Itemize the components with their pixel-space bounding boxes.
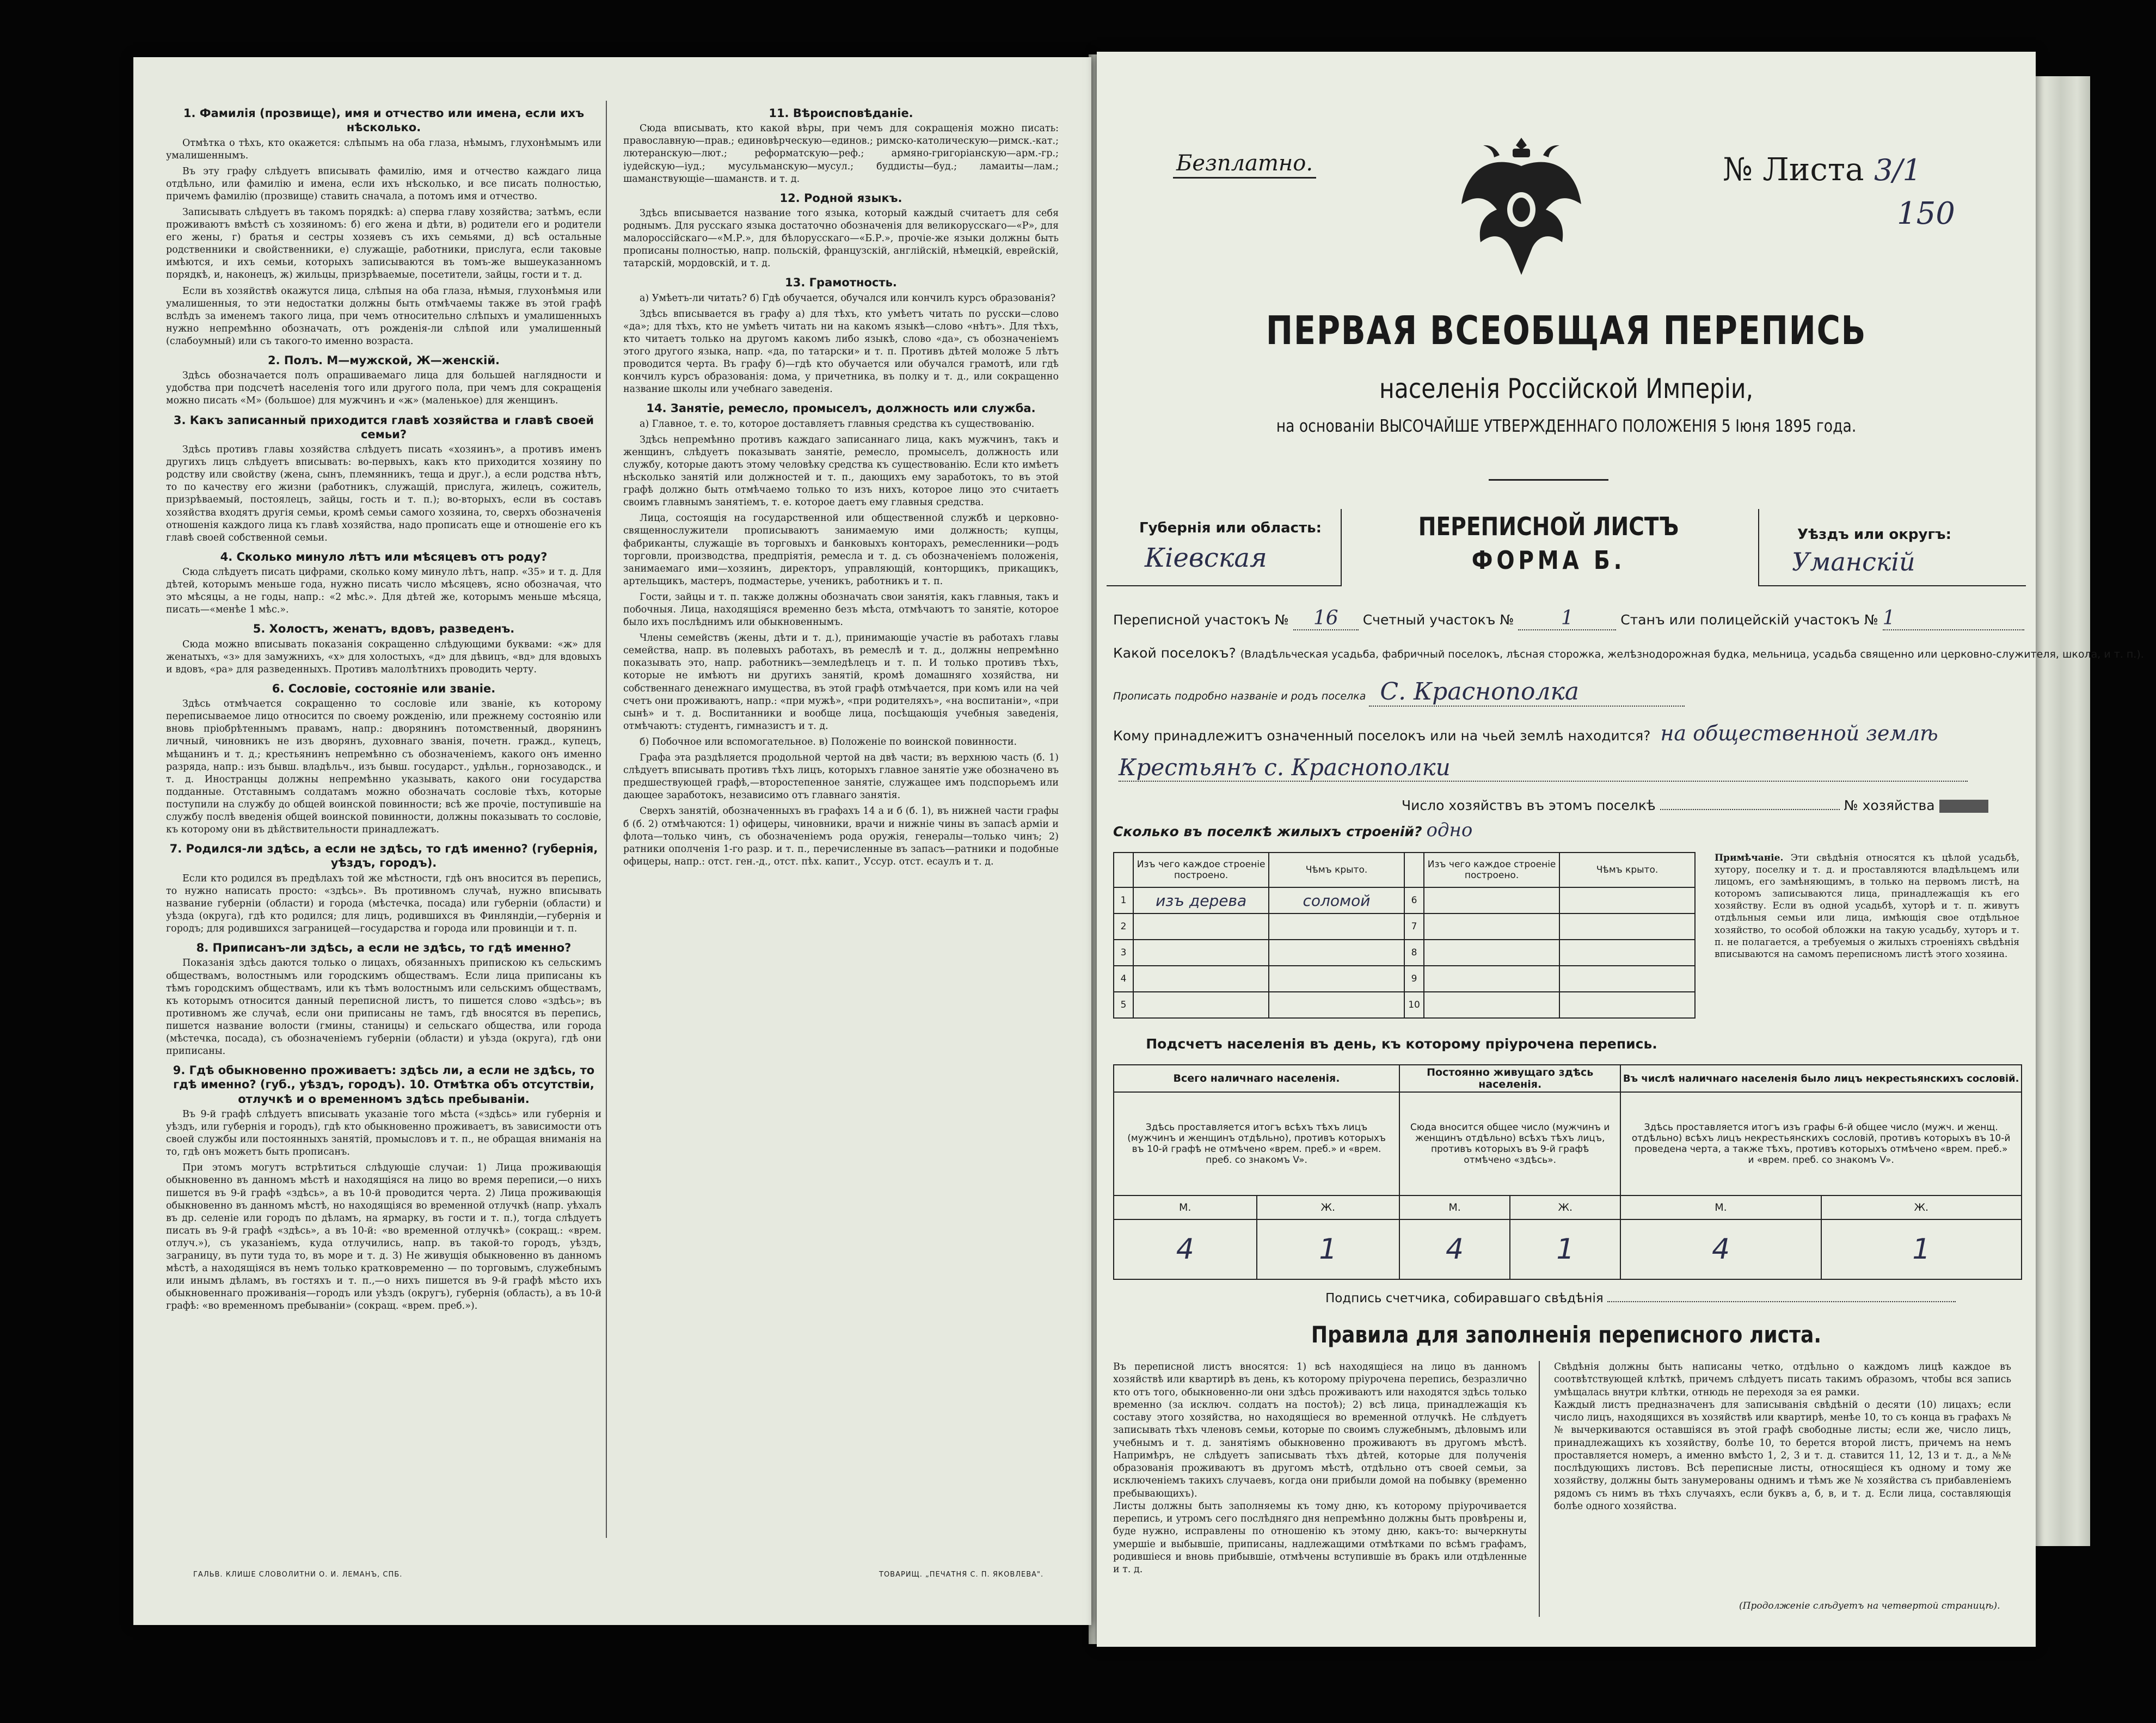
census-subtitle: населенія Россійской Имперіи, xyxy=(1379,373,1753,404)
female-header: Ж. xyxy=(1257,1195,1400,1219)
province-label: Губернія или область: xyxy=(1139,520,1322,536)
section-heading: 3. Какъ записанный приходится главѣ хозяйства и главѣ своей семьи? xyxy=(173,413,594,441)
count-area-label: Счетный участокъ № xyxy=(1362,612,1514,628)
male-header: М. xyxy=(1399,1195,1510,1219)
household-number-redacted xyxy=(1939,800,1988,813)
column-divider xyxy=(606,101,607,1538)
section-paragraph: Въ 9-й графѣ слѣдуетъ вписывать указаніе того мѣста («здѣсь» или губернія и уѣздъ, или губернія и городъ), гдѣ кто обыкновенно проживаетъ, въ зависимости отъ своей службы или постоянныхъ занятій, промысловъ и т. п., не обращая вниманія на то, гдѣ онъ можетъ быть прописанъ. xyxy=(166,1108,601,1158)
section-paragraph: Сюда вписывать, кто какой вѣры, при чемъ для сокращенія можно писать: православную—прав.; единовѣрческую—единов.; римско-католическую—римск.-кат.; лютеранскую—лют.; реформатскую—реф.; армяно-григоріанскую—арм.-гр.; іудейскую—іуд.; мусульманскую—мусул.; буддисты—буд.; ламаиты—лам.; шаманствующіе—шаманств. и т. д. xyxy=(623,123,1059,185)
population-table xyxy=(1113,1064,2022,1280)
table-row xyxy=(1114,992,1695,1018)
settlement-value: С. Краснополка xyxy=(1369,678,1685,707)
section-paragraph: а) Умѣетъ-ли читать? б) Гдѣ обучается, обучался или кончилъ курсъ образованія? xyxy=(640,292,1056,304)
section-paragraph: а) Главное, т. е. то, которое доставляетъ главныя средства къ существованію. xyxy=(640,418,1035,430)
section-paragraph: Здѣсь противъ главы хозяйства слѣдуетъ писать «хозяинъ», а противъ именъ другихъ лицъ слѣдуетъ вписывать: во-первыхъ, какъ кто приходится хозяину по родству или свойству (жена, сынъ, племянникъ, теща и друг.), а если родства нѣтъ, то по качеству его жизни (работникъ, служащій, прислуга, жилецъ, сожитель, призрѣваемый, постоялецъ, зайцы, гость и т. п.); во-вторыхъ, если въ составъ хозяйства входятъ другія семьи, кромѣ семьи самого хозяина, то, сверхъ обозначенія отношенія каждого лица къ главѣ хозяйства, надо прописать еще и отношеніе его къ главѣ своей собственной семьи. xyxy=(166,444,601,543)
printer-credit-left: ГАЛЬВ. КЛИШЕ СЛОВОЛИТНИ О. И. ЛЕМАНЪ, СПБ. xyxy=(193,1571,403,1579)
owner-row xyxy=(1113,721,1938,745)
row-number: 10 xyxy=(1404,992,1424,1018)
section-paragraph: Отмѣтка о тѣхъ, кто окажется: слѣпымъ на оба глаза, нѣмымъ, глухонѣмымъ или умалишеннымъ. xyxy=(166,137,601,161)
row-number: 2 xyxy=(1114,913,1133,940)
settlement-value-row xyxy=(1113,678,1685,707)
build-col-material-2: Изъ чего каждое строеніе построено. xyxy=(1424,853,1559,887)
area-numbers-row xyxy=(1113,607,2024,630)
district-box xyxy=(1758,509,2026,586)
census-area-label: Переписной участокъ № xyxy=(1113,612,1289,628)
section-paragraph: б) Побочное или вспомогательное. в) Положеніе по воинской повинности. xyxy=(640,736,1017,747)
district-value: Уманскій xyxy=(1792,547,1915,577)
buildings-row xyxy=(1113,819,1472,841)
build-col-roof-2: Чѣмъ крыто. xyxy=(1559,853,1695,887)
rules-title: Правила для заполненія переписного листа. xyxy=(1311,1321,1822,1348)
table-row xyxy=(1114,940,1695,966)
permanent-female-count: 1 xyxy=(1510,1219,1620,1279)
section-paragraph: Здѣсь отмѣчается сокращенно то сословіе или званіе, къ которому переписываемое лицо относится по своему рожденію, или прежнему состоянію или вновь пріобрѣтеннымъ правамъ, напр.: дворянинъ потомственный, дворянинъ личный, чиновникъ не изъ дворянъ, духовнаго званія, почетн. гражд., купецъ, мѣщанинъ и т. д.; крестьянинъ непремѣнно съ обозначеніемъ, какого онъ именно разряда, напр.: изъ бывш. владѣльч., изъ бывш. государст., удѣльн., горнозаводск., и т. д. Иностранцы должны непремѣнно указывать, какого они государства подданные. Отставнымъ солдатамъ можно обозначать сословіе тѣхъ, которые поступили на службу до общей воинской повинности; всѣ же прочіе, поступившіе на службу послѣ введенія общей воинской повинности, должны показывать то сословіе, къ которому они въ дѣйствительности принадлежатъ. xyxy=(166,698,601,836)
province-box xyxy=(1107,509,1342,586)
signature-label: Подпись счетчика, собиравшаго свѣдѣнія xyxy=(1325,1291,1604,1305)
section-paragraph: Здѣсь вписывается название того языка, который каждый считаетъ для себя роднымъ. Для русскаго языка достаточно обозначенія для великорусскаго—«Р», для малороссійскаго—«М.Р.», для бѣлорусскаго—«Б.Р.», прочіе-же языки должны быть прописаны полностью, напр. польскій, французскій, англійскій, нѣмецкій, еврейскій, татарскій, мордовскій, и т. д. xyxy=(623,207,1059,269)
census-area-value: 16 xyxy=(1293,607,1359,630)
rules-left-column: Въ переписной листъ вносятся: 1) всѣ находящіеся на лицо въ данномъ хозяйствѣ или квартирѣ въ день, къ которому пріурочена перепись, безразлично кто отъ того, обыкновенно-ли они здѣсь проживаютъ или находятся здѣсь только временно (за исключ. солдатъ на постоѣ); 2) всѣ лица, принадлежащія къ составу этого хозяйства, но находящіеся во временной отлучкѣ. Не слѣдуетъ записывать тѣхъ членовъ семьи, которые по своимъ служебнымъ, дѣловымъ или учебнымъ и т. д. занятіямъ обыкновенно проживаютъ въ другомъ мѣстѣ. Напримѣръ, не слѣдуетъ записывать тѣхъ дѣтей, которые для полученія образованія проживаютъ въ другомъ мѣстѣ, отдѣльно отъ своей семьи, за исключеніемъ такихъ случаевъ, когда они прибыли домой на побывку (временно пребывающихъ). Листы должны быть заполняемы къ тому дню, къ которому пріурочивается перепись, и утромъ сего послѣдняго дня непремѣнно должны быть провѣрены и, буде нужно, исправлены по отношенію къ этому дню, какъ-то: вычеркнуты умершіе и выбывшіе, приписаны, надлежащими отмѣтками по всѣмъ графамъ, родившіеся и вновь прибывшіе, отмѣчены вступившіе въ бракъ или отдѣленные и т. д. xyxy=(1113,1362,1527,1575)
form-title: ПЕРЕПИСНОЙ ЛИСТЪ xyxy=(1418,512,1679,541)
enumerator-signature-row xyxy=(1325,1290,1956,1305)
row-number: 4 xyxy=(1114,966,1133,992)
build-col-roof: Чѣмъ крыто. xyxy=(1269,853,1404,887)
sheet-number-handwritten-2: 150 xyxy=(1897,196,1955,231)
buildings-table xyxy=(1113,852,1696,1019)
section-heading: 9. Гдѣ обыкновенно проживаетъ: здѣсь ли, а если не здѣсь, то гдѣ именно? (губ., уѣздъ, городъ). 10. Отмѣтка объ отсутствіи, отлучкѣ и о временномъ здѣсь пребываніи. xyxy=(173,1064,595,1106)
district-label: Уѣздъ или округъ: xyxy=(1797,526,1951,543)
section-paragraph: Записывать слѣдуетъ въ такомъ порядкѣ: а) сперва главу хозяйства; затѣмъ, если проживаютъ вмѣстѣ съ хозяиномъ: б) его жена и дѣти, в) родители его и родители его жены, г) братья и сестры хозяевъ съ ихъ семьями, д) всѣ остальные родственники и свойственники, е) служащіе, работники, прислуга, если таковые имѣются, и ихъ семьи, которыхъ записываются въ томъ-же вышеуказанномъ порядкѣ, и, наконецъ, ж) жильцы, призрѣваемые, посетители, зайцы, гости и т. д. xyxy=(166,206,601,281)
instructions-column-2 xyxy=(623,101,1059,1543)
female-header: Ж. xyxy=(1510,1195,1620,1219)
section-heading: 1. Фамилія (прозвище), имя и отчество или имена, если ихъ нѣсколько. xyxy=(183,107,585,134)
section-heading: 5. Холостъ, женатъ, вдовъ, разведенъ. xyxy=(253,622,515,636)
present-male-count: 4 xyxy=(1114,1219,1257,1279)
section-paragraph: Сюда можно вписывать показанія сокращенно слѣдующими буквами: «ж» для женатыхъ, «з» для замужнихъ, «х» для холостыхъ, «д» для дѣвицъ, «вд» для вдовыхъ и вдовъ, «ра» для разведенныхъ. Противъ малолѣтнихъ проводить черту. xyxy=(166,639,601,675)
buildings-label: Сколько въ поселкѣ жилыхъ строеній? xyxy=(1113,824,1422,839)
imperial-eagle-emblem xyxy=(1456,133,1587,280)
pop-header-present: Всего наличнаго населенія. xyxy=(1114,1065,1399,1092)
male-header: М. xyxy=(1114,1195,1257,1219)
households-value xyxy=(1660,798,1840,810)
section-paragraph: Если кто родился въ предѣлахъ той же мѣстности, гдѣ онъ вносится въ перепись, то нужно написать просто: «здѣсь». Въ противномъ случаѣ, нужно вписывать название губерніи (области) и города (мѣстечка, посада) или губерніи (области) и уѣзда (округа), гдѣ кто родился; для лицъ, родившихся въ Финляндіи,—губернія и городъ; для родившихся заграницей—государства и города или провинціи и т. п. xyxy=(166,873,601,935)
title-rule xyxy=(1489,479,1608,481)
row-number: 3 xyxy=(1114,940,1133,966)
form-name: ФОРМА Б. xyxy=(1471,545,1626,575)
buildings-note xyxy=(1715,852,2019,960)
section-paragraph: Здѣсь непремѣнно противъ каждаго записаннаго лица, какъ мужчинъ, такъ и женщинъ, слѣдуетъ показывать занятіе, ремесло, промыселъ, должность или службу, которые даютъ этому человѣку средства къ существованію. Если кто имѣетъ нѣсколько занятій или должностей и т. п., дающихъ ему заработокъ, то въ этой графѣ должно быть отмѣчаемо только то изъ нихъ, которое лицо это считаетъ своимъ главнымъ занятіемъ, т. е. которое даетъ ему главныя средства. xyxy=(623,434,1059,508)
rules-continued-note: (Продолженіе слѣдуетъ на четвертой страницѣ). xyxy=(1739,1601,2000,1611)
table-row xyxy=(1114,966,1695,992)
non-peasant-male-count: 4 xyxy=(1620,1219,1821,1279)
present-female-count: 1 xyxy=(1257,1219,1400,1279)
household-number-label: № хозяйства xyxy=(1844,798,1935,813)
province-value: Кіевская xyxy=(1145,543,1267,573)
section-heading: 11. Вѣроисповѣданіе. xyxy=(769,107,913,120)
section-heading: 6. Сословіе, состояніе или званіе. xyxy=(272,682,496,695)
female-header: Ж. xyxy=(1821,1195,2022,1219)
table-row xyxy=(1114,887,1695,913)
rules-right-column: Свѣдѣнія должны быть написаны четко, отдѣльно о каждомъ лицѣ каждое въ соотвѣтствующей клѣткѣ, причемъ слѣдуетъ писать такимъ образомъ, чтобы вся запись умѣщалась внутри клѣтки, отнюдь не переходя за ея рамки. Каждый листъ предназначенъ для записыванія свѣдѣній о десяти (10) лицахъ; если число лицъ, находящихся въ хозяйствѣ или квартирѣ, менѣе 10, то съ конца въ графахъ №№ вычеркиваются оставшіяся въ этой графѣ свободные листы; если же, число лицъ, принадлежащихъ къ хозяйству, болѣе 10, то берется второй листъ, причемъ на немъ проставляется номеръ, а именно вмѣсто 1, 2, 3 и т. д. ставится 11, 12, 13 и т. д., а №№ послѣдующихъ листовъ. Всѣ переписные листы, относящіеся къ одному и тому же хозяйству, должны быть занумерованы однимъ и тѣмъ же № хозяйства съ прибавленіемъ рядомъ съ нимъ въ тѣхъ случаяхъ, если буквъ а, б, в, и т. д. Если лица, составляющія болѣе одного хозяйства. xyxy=(1554,1362,2011,1512)
section-paragraph: Если въ хозяйствѣ окажутся лица, слѣпыя на оба глаза, нѣмыя, глухонѣмыя или умалишенныя, то эти недостатки должны быть отмѣчаемы также въ этой графѣ вслѣдъ за именемъ такого лица, при чемъ относительно слѣпыхъ и умалишенныхъ нужно непремѣнно обозначать, отъ рожденія-ли слѣпой или умалишенный (слабоумный) или съ такого-то именно возраста. xyxy=(166,285,601,347)
pop-header-permanent: Постоянно живущаго здѣсь населенія. xyxy=(1399,1065,1620,1092)
pop-desc-permanent: Сюда вносится общее число (мужчинъ и женщинъ отдѣльно) всѣхъ тѣхъ лицъ, противъ которыхъ въ 9-й графѣ отмѣчено «здѣсь». xyxy=(1399,1092,1620,1195)
section-heading: 14. Занятіе, ремесло, промыселъ, должность или служба. xyxy=(646,402,1036,415)
male-header: М. xyxy=(1620,1195,1821,1219)
form-heading xyxy=(1353,512,1745,575)
owner-label: Кому принадлежитъ означенный поселокъ или на чьей землѣ находится? xyxy=(1113,728,1651,744)
build-col-material: Изъ чего каждое строеніе построено. xyxy=(1133,853,1269,887)
census-title: ПЕРВАЯ ВСЕОБЩАЯ ПЕРЕПИСЬ xyxy=(1266,308,1867,353)
section-paragraph: Сверхъ занятій, обозначенныхъ въ графахъ 14 а и б (б. 1), въ нижней части графы б (б. 2) отмѣчаются: 1) офицеры, чиновники, врачи и нижніе чины въ запасѣ арміи и флота—только чинъ, съ обозначеніемъ рода оружія, генералы—только чинъ; 2) ратники ополченія 1-го разр. и т. п., перечисленные въ запасъ—ратники и подобные офицеры, напр.: отст. ген.-д., отст. пѣх. капит., Уссур. отст. есаулъ и т. д. xyxy=(623,806,1059,867)
census-legal-basis: на основаніи ВЫСОЧАЙШЕ УТВЕРЖДЕННАГО ПОЛОЖЕНІЯ 5 Іюня 1895 года. xyxy=(1276,416,1857,436)
section-paragraph: Члены семействъ (жены, дѣти и т. д.), принимающіе участіе въ работахъ главы семейства, напр. въ полевыхъ работахъ, въ ремеслѣ и т. д., должны непремѣнно показывать это, напр. работникъ—земледѣлецъ и т. п. И только противъ тѣхъ, которые не имѣютъ ни другихъ занятій, кромѣ домашняго хозяйства, ни собственнаго денежнаго имущества, въ этой графѣ отмѣчается, при комъ или на чей счетъ они проживаютъ, напр.: «при мужѣ», «при родителяхъ», «на воспитаніи», «при сынѣ» и т. д. Воспитанники и вообще лица, посѣщающія учебныя заведенія, отмѣчаютъ: студентъ, гимназистъ и т. д. xyxy=(623,633,1059,732)
settlement-label: Какой поселокъ? xyxy=(1113,645,1236,661)
printer-credit-right: ТОВАРИЩ. „ПЕЧАТНЯ С. П. ЯКОВЛЕВА". xyxy=(879,1571,1044,1579)
section-heading: 8. Приписанъ-ли здѣсь, а если не здѣсь, то гдѣ именно? xyxy=(196,941,572,955)
left-page-instructions xyxy=(133,57,1091,1625)
table-row xyxy=(1114,913,1695,940)
section-heading: 13. Грамотность. xyxy=(785,276,897,290)
signature-line xyxy=(1607,1290,1956,1302)
settlement-label-row xyxy=(1113,645,2144,661)
row-number: 7 xyxy=(1404,913,1424,940)
row-number: 1 xyxy=(1114,887,1133,913)
section-paragraph: Здѣсь вписывается въ графу а) для тѣхъ, кто умѣетъ читать по русски—слово «да»; для тѣхъ, кто не умѣетъ читать ни на какомъ языкѣ—слово «нѣтъ». Для тѣхъ, кто читаетъ только на другомъ какомъ либо языкѣ, слово «да», съ обозначеніемъ этого другого языка, напр. «да, по татарски» и т. п. Противъ дѣтей моложе 5 лѣтъ проводится черта. Въ графу б)—гдѣ кто обучается или обучался грамотѣ, или гдѣ кончилъ курсъ образованія: дома, у причетника, въ полку и т. д., или сокращенно название школы или учебнаго заведенія. xyxy=(623,308,1059,395)
section-paragraph: Въ эту графу слѣдуетъ вписывать фамилію, имя и отчество каждаго лица отдѣльно, или фамилію и имена, если ихъ нѣсколько, и все писать полностью, причемъ фамилію (прозвище) ставить сначала, а потомъ имя и отчество. xyxy=(166,165,601,202)
build-material-1: изъ дерева xyxy=(1133,887,1269,913)
owner-value-2: Крестьянъ с. Краснополки xyxy=(1119,754,1968,782)
police-area-value: 1 xyxy=(1883,607,2024,630)
owner-value: на общественной землѣ xyxy=(1660,721,1938,745)
non-peasant-female-count: 1 xyxy=(1821,1219,2022,1279)
free-of-charge-label: Безплатно. xyxy=(1173,151,1316,179)
section-paragraph: Гости, зайцы и т. п. также должны обозначать свои занятія, какъ главныя, такъ и побочныя. Лица, находящіяся временно безъ мѣста, отмѣчаютъ то занятіе, которое было ихъ послѣднимъ или обыкновеннымъ. xyxy=(623,591,1059,628)
instructions-column-1 xyxy=(166,101,601,1543)
note-label: Примѣчаніе. xyxy=(1715,853,1784,863)
section-paragraph: При этомъ могутъ встрѣтиться слѣдующіе случаи: 1) Лица проживающія обыкновенно въ данномъ мѣстѣ и находящіяся на лицо во время переписи,—о нихъ пишется въ 9-й графѣ «здѣсь», а въ 10-й проводится черта. 2) Лица проживающія обыкновенно въ данномъ мѣстѣ, но находящіяся во временной отлучкѣ (напр. уѣхалъ въ др. селеніе или городъ по дѣламъ, на ярмарку, въ гости и т. п.), тогда слѣдуетъ писать въ 9-й графѣ «здѣсь», а въ 10-й: «во временной отлучкѣ» (сокращ.: «врем. отлуч.»), съ указаніемъ, куда отлучились, напр. въ такой-то городъ, уѣздъ, заграницу, въ пути тудa то, въ море и т. д. 3) Не живущія обыкновенно въ данномъ мѣстѣ, а находящіяся въ немъ только кратковременно — по торговымъ, служебнымъ или инымъ дѣламъ, въ гостяхъ и т. п.,—о нихъ пишется въ 9-й графѣ мѣсто ихъ обыкновеннаго проживанія—городъ или уѣздъ (округъ), губернія (область), а въ 10-й графѣ: «во временномъ пребываніи» (сокращ. «врем. преб.»). xyxy=(166,1162,601,1312)
population-count-title: Подсчетъ населенія въ день, къ которому пріурочена перепись. xyxy=(1146,1036,1657,1052)
pop-desc-present: Здѣсь проставляется итогъ всѣхъ тѣхъ лицъ (мужчинъ и женщинъ отдѣльно), противъ которыхъ въ 10-й графѣ не отмѣчено «врем. преб.» и «врем. преб. со знакомъ V». xyxy=(1114,1092,1399,1195)
section-paragraph: Здѣсь обозначается полъ опрашиваемаго лица для большей наглядности и удобства при подсчетѣ населенія того или другого пола, при чемъ для сокращенія можно писать «М» (большое) для мужчинъ и «ж» (маленькое) для женщинъ. xyxy=(166,370,601,407)
rules-divider xyxy=(1539,1361,1540,1617)
section-heading: 7. Родился-ли здѣсь, а если не здѣсь, то гдѣ именно? (губернія, уѣздъ, городъ). xyxy=(169,842,598,870)
sheet-number-label: № Листа xyxy=(1723,151,1864,188)
permanent-male-count: 4 xyxy=(1399,1219,1510,1279)
section-paragraph: Показанія здѣсь даются только о лицахъ, обязанныхъ припискою къ сельскимъ обществамъ, волостнымъ или городскимъ обществамъ. Если лица приписаны къ тѣмъ городскимъ обществамъ, или къ тѣмъ волостнымъ или сельскимъ обществамъ, къ которымъ относится данный переписной листъ, то пишется слово «здѣсь»; въ противномъ же случаѣ, если они приписаны не тамъ, гдѣ вносятся въ перепись, пишется название волости (гмины, станицы) и сельскаго общества, или города (мѣстечка, посада), съ обозначеніемъ губерніи (области) и уѣзда (округа), гдѣ они приписаны. xyxy=(166,958,601,1057)
row-number: 8 xyxy=(1404,940,1424,966)
section-heading: 2. Полъ. М—мужской, Ж—женскій. xyxy=(267,354,500,367)
section-paragraph: Графа эта раздѣляется продольной чертой на двѣ части; въ верхнюю часть (б. 1) слѣдуетъ вписывать противъ тѣхъ лицъ, которыхъ главное занятіе уже обозначено въ предшествующей графѣ,—второстепенное занятіе, служащее имъ подспорьемъ или дающее заработокъ, независимо отъ главнаго занятія. xyxy=(623,752,1059,801)
households-row xyxy=(1402,798,1988,813)
settlement-hint-2: Прописать подробно названіе и родъ поселка xyxy=(1113,690,1366,702)
households-label: Число хозяйствъ въ этомъ поселкѣ xyxy=(1402,798,1656,813)
row-number: 9 xyxy=(1404,966,1424,992)
pop-header-non-peasant: Въ числѣ наличнаго населенія было лицъ некрестьянскихъ сословій. xyxy=(1620,1065,2022,1092)
buildings-value: одно xyxy=(1426,819,1473,841)
section-heading: 12. Родной языкъ. xyxy=(779,191,902,205)
section-heading: 4. Сколько минуло лѣтъ или мѣсяцевъ отъ роду? xyxy=(220,550,548,563)
row-number: 6 xyxy=(1404,887,1424,913)
section-paragraph: Сюда слѣдуетъ писать цифрами, сколько кому минуло лѣтъ, напр. «35» и т. д. Для дѣтей, которымъ меньше года, нужно писать число мѣсяцевъ, ясно обозначая, что это мѣсяцы, а не годы, напр.: «2 мѣс.». Для дѣтей же, которымъ меньше мѣсяца, писать—«менѣе 1 мѣс.». xyxy=(166,567,601,616)
pop-desc-non-peasant: Здѣсь проставляется итогъ изъ графы 6-й общее число (мужч. и женщ. отдѣльно) всѣхъ лицъ некрестьянскихъ сословій, противъ которыхъ въ 10-й проведена черта, а также тѣхъ, противъ которыхъ отмѣчено «врем. преб.» и «врем. преб. со знакомъ V». xyxy=(1620,1092,2022,1195)
police-area-label: Станъ или полицейскій участокъ № xyxy=(1620,612,1878,628)
note-text: Эти свѣдѣнія относятся къ цѣлой усадьбѣ, хутору, поселку и т. д. и проставляются владѣльцемъ или лицомъ, его замѣняющимъ, в только на первомъ листѣ, на которомъ записываются лица, принадлежащія къ его хозяйству. Если въ одной усадьбѣ, хуторѣ и т. п. живутъ отдѣльныя семьи или лица, имѣющія свое отдѣльное хозяйство, то особой обложки на такую усадьбу, хуторъ и т. п. не полагается, а требуемыя о жилыхъ строеніяхъ свѣдѣнія вписываются на самомъ переписномъ листѣ этого хозяина. xyxy=(1715,853,2019,960)
sheet-number-handwritten: 3/1 xyxy=(1874,153,1921,187)
sheet-number xyxy=(1723,151,1921,188)
section-paragraph: Лица, состоящія на государственной или общественной службѣ и церковно-священнослужители прописываютъ занимаемую ими должность; купцы, фабриканты, служащіе въ торговыхъ и банковыхъ конторахъ, ремесленники—родъ торговли, производства, предпріятія, ремесла и т. д. съ обозначеніемъ положенія, занимаемаго ими—хозяинъ, директоръ, управляющій, конторщикъ, прикащикъ, артельщикъ, мастеръ, подмастерье, ученикъ, работникъ и т. п. xyxy=(623,513,1059,587)
build-roof-1: соломой xyxy=(1269,887,1404,913)
settlement-hint: (Владѣльческая усадьба, фабричный поселокъ, лѣсная сторожка, желѣзнодорожная будка, мельница, усадьба священно или церковно-служителя, школа, и т. п.). xyxy=(1240,648,2144,660)
owner-row-2 xyxy=(1119,754,1968,782)
count-area-value: 1 xyxy=(1518,607,1616,630)
row-number: 5 xyxy=(1114,992,1133,1018)
right-page-census-form xyxy=(1097,52,2144,1647)
